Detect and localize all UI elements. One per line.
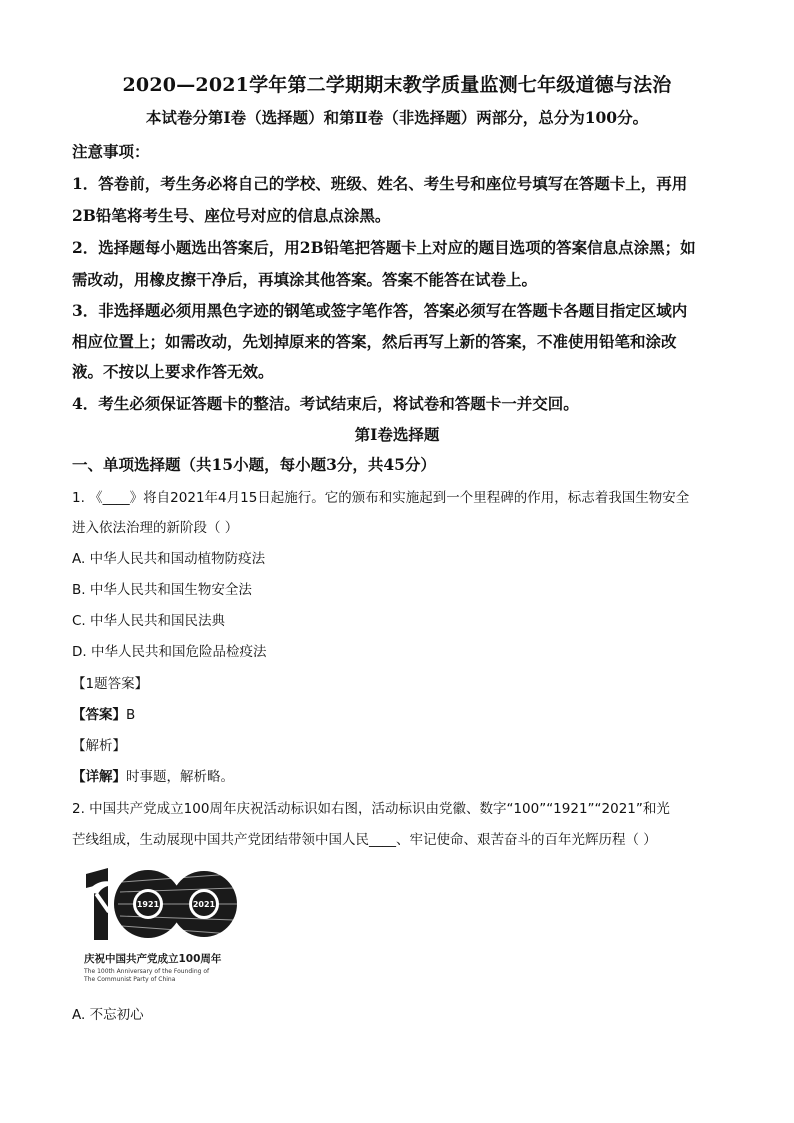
section-title: 第Ⅰ卷选择题 [354, 425, 440, 444]
notes-heading: 注意事项： [72, 142, 150, 161]
logo-year-right: 2021 [192, 900, 216, 909]
logo-year-left: 1921 [136, 900, 160, 909]
exam-title: 2020—2021学年第二学期期末教学质量监测七年级道德与法治 [122, 74, 672, 96]
logo-caption-en-2: The Communist Party of China [84, 976, 176, 983]
question-1-stem: 1. 《____》将自2021年4月15日起施行。它的颁布和实施起到一个里程碑的作用，标志着我国生物安全 [72, 490, 690, 506]
answer-label: 【答案】 [72, 707, 126, 723]
answer-value: B [126, 707, 136, 723]
logo-caption-cn: 庆祝中国共产党成立100周年 [84, 953, 222, 965]
note-line: 1．答卷前，考生务必将自己的学校、班级、姓名、考生号和座位号填写在答题卡上，再用 [72, 174, 688, 193]
question-2-stem-cont: 芒线组成，生动展现中国共产党团结带领中国人民____、牢记使命、艰苦奋斗的百年光辉历程（ ） [72, 832, 657, 848]
note-line: 相应位置上；如需改动，先划掉原来的答案，然后再写上新的答案，不准使用铅笔和涂改 [72, 332, 677, 351]
question-1-option-b: B. 中华人民共和国生物安全法 [72, 582, 252, 598]
question-2-stem: 2. 中国共产党成立100周年庆祝活动标识如右图，活动标识由党徽、数字“100”“1921”“2021”和光 [72, 801, 670, 817]
note-line: 2B铅笔将考生号、座位号对应的信息点涂黑。 [72, 206, 391, 225]
question-1-option-c: C. 中华人民共和国民法典 [72, 613, 226, 629]
logo-caption-en-1: The 100th Anniversary of the Founding of [84, 968, 210, 975]
question-1-option-d: D. 中华人民共和国危险品检疫法 [72, 644, 267, 660]
question-1-stem-cont: 进入依法治理的新阶段（ ） [72, 520, 239, 536]
note-line: 2．选择题每小题选出答案后，用2B铅笔把答题卡上对应的题目选项的答案信息点涂黑；如 [72, 238, 696, 257]
note-line: 4．考生必须保证答题卡的整洁。考试结束后，将试卷和答题卡一并交回。 [72, 394, 579, 413]
detail-text: 时事题，解析略。 [126, 769, 234, 785]
analysis-label: 【解析】 [72, 738, 126, 754]
question-2-option-a: A. 不忘初心 [72, 1007, 144, 1023]
answer-row [72, 703, 135, 723]
exam-subtitle: 本试卷分第Ⅰ卷（选择题）和第Ⅱ卷（非选择题）两部分，总分为100分。 [145, 108, 649, 127]
detail-row [72, 765, 234, 785]
detail-label: 【详解】 [72, 769, 126, 785]
part-heading: 一、单项选择题（共15小题，每小题3分，共45分） [72, 455, 436, 474]
question-1-option-a: A. 中华人民共和国动植物防疫法 [72, 551, 266, 567]
note-line: 液。不按以上要求作答无效。 [72, 362, 274, 381]
note-line: 需改动，用橡皮擦干净后，再填涂其他答案。答案不能答在试卷上。 [72, 270, 538, 289]
answer-block-label: 【1题答案】 [72, 676, 149, 692]
centenary-logo-image [82, 862, 240, 984]
note-line: 3．非选择题必须用黑色字迹的钢笔或签字笔作答，答案必须写在答题卡各题目指定区域内 [72, 301, 688, 320]
